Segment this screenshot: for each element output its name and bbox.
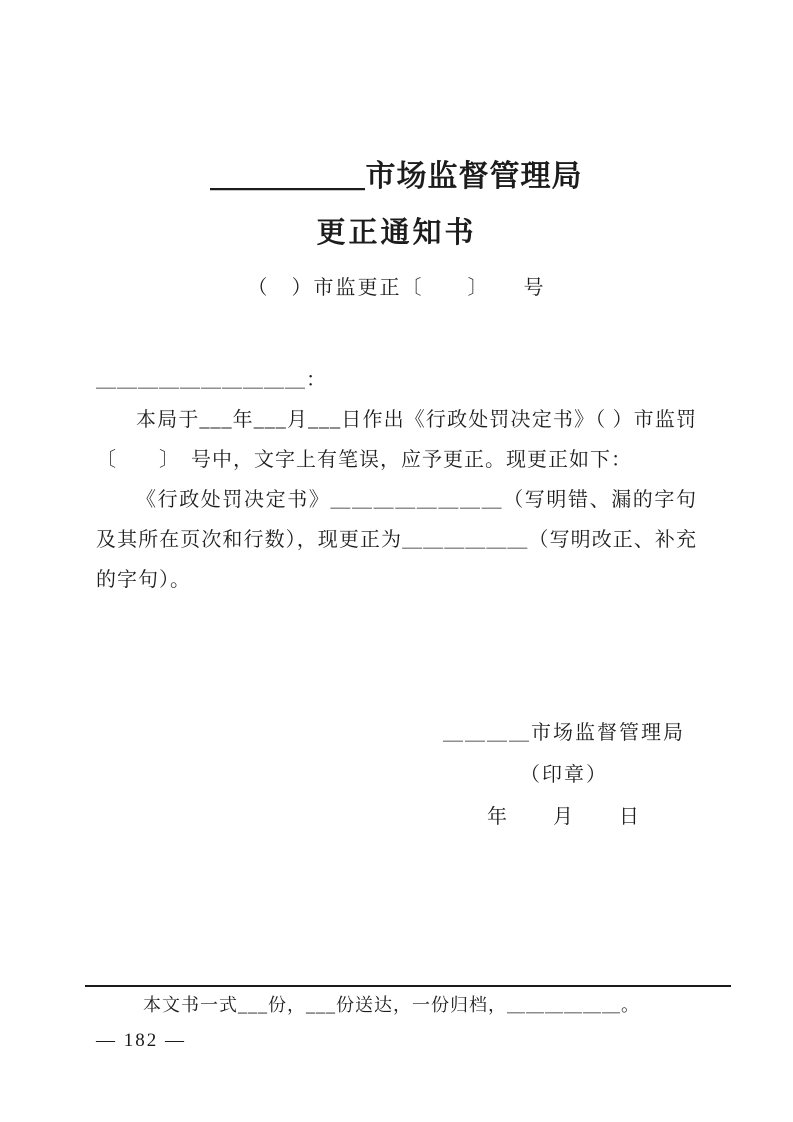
signature-date-line: 年 月 日 [487, 806, 641, 828]
agency-title-line: ＿＿＿＿＿市场监督管理局 [210, 160, 583, 193]
salutation-line: ＿＿＿＿＿＿＿＿＿＿： [96, 369, 327, 391]
paragraph-correction-basis: 本局于___年___月___日作出《行政处罚决定书》（ ）市监罚〔 〕 号中，文字上有笔误，应予更正。现更正如下： [96, 409, 697, 471]
signature-seal-label: （印章） [520, 764, 608, 786]
document-title: 更正通知书 [316, 217, 477, 249]
paragraph-correction-detail: 《行政处罚决定书》＿＿＿＿＿＿＿＿（写明错、漏的字句及其所在页次和行数），现更正为＿＿＿＿＿＿（写明改正、补充的字句）。 [96, 489, 697, 591]
document-header [0, 0, 793, 302]
signature-agency-line: ＿＿＿＿市场监督管理局 [443, 722, 685, 744]
page-number: — 182 — [96, 1030, 186, 1051]
footer-divider-rule [85, 985, 731, 987]
signature-block [443, 712, 685, 838]
document-body [0, 360, 793, 600]
distribution-note: 本文书一式___份，___份送达，一份归档，＿＿＿＿＿＿。 [143, 995, 640, 1015]
document-number-line: （ ）市监更正〔 〕 号 [247, 277, 546, 299]
